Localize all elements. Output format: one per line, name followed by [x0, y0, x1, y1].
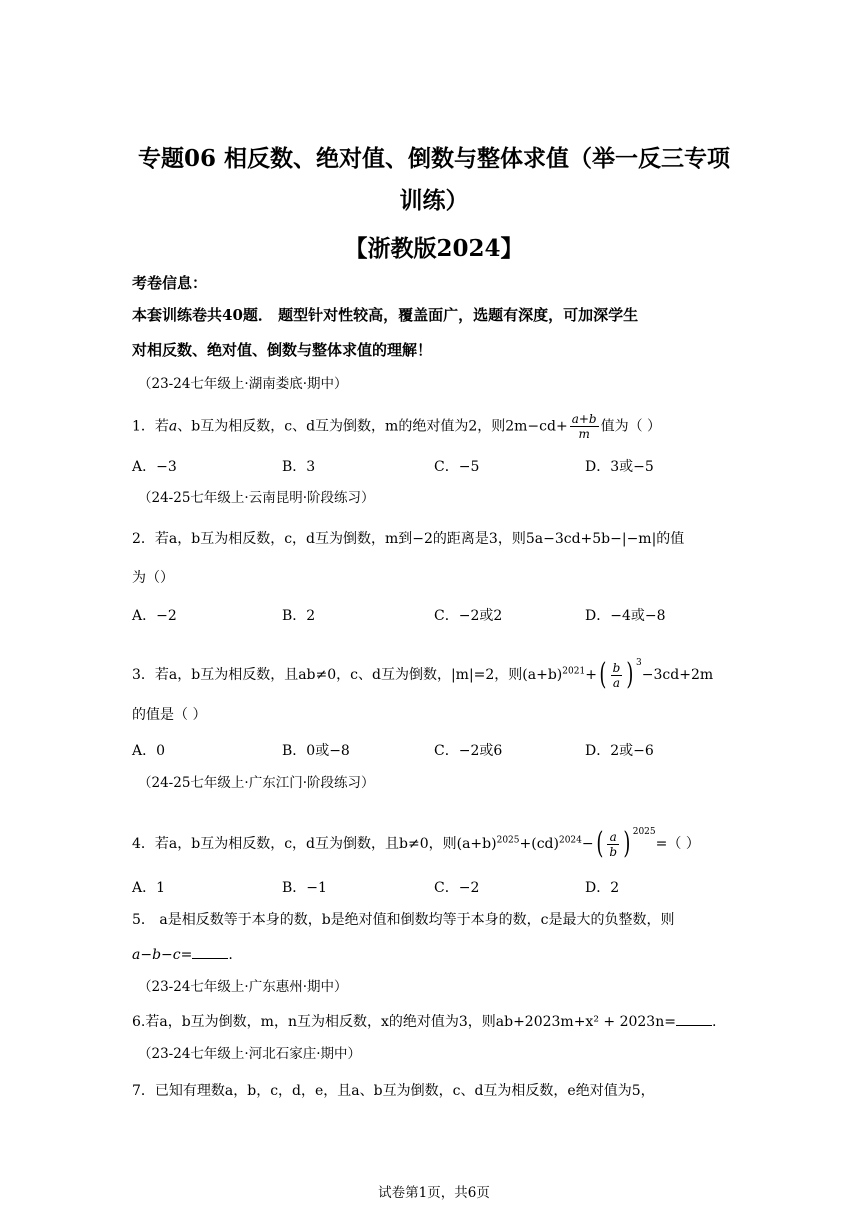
q4-option-b: B．−1: [282, 880, 327, 896]
q4-fraction: $\frac{a}{b}$: [609, 829, 618, 859]
q3-option-c: C．−2或6: [434, 743, 503, 759]
info-desc-line1: 本套训练卷共40题． 题型针对性较高，覆盖面广，选题有深度，可加深学生: [132, 306, 639, 324]
page-title-line2: 训练）: [399, 187, 469, 214]
info-label: 考卷信息：: [132, 274, 208, 292]
q6-stem: 6.若a，b互为倒数，m，n互为相反数，x的绝对值为3，则ab+2023m+x² + 2023n= .: [132, 1014, 717, 1030]
q3-option-d: D．2或−6: [585, 743, 654, 759]
q4-stem: 4．若a，b互为相反数，c，d互为倒数，且b≠0，则$(a+b)^{2025}+(cd)^{2024}-$( $\frac{a}{b}$ ) $^{2025}$=（ ）: [132, 826, 700, 861]
q5-stem-line2: a−b−c= .: [132, 947, 233, 963]
edition-title: 【浙教版2024】: [344, 235, 524, 262]
q2-option-a: A．−2: [132, 608, 177, 624]
q4-source: （24-25七年级上·广东江门·阶段练习）: [138, 775, 375, 791]
q3-fraction: $\frac{b}{a}$: [612, 660, 621, 690]
q2-option-c: C．−2或2: [434, 608, 503, 624]
q2-option-b: B．2: [282, 608, 316, 624]
q1-source: （23-24七年级上·湖南娄底·期中）: [138, 376, 348, 392]
q2-stem-line2: 为（）: [132, 570, 174, 586]
q3-option-b: B．0或−8: [282, 743, 350, 759]
q3-stem: 3．若a，b互为相反数，且ab≠0，c、d互为倒数，|m|=2，则$(a+b)^{2021}+$( $\frac{b}{a}$ ) $^3$−3cd+2m: [132, 657, 714, 692]
page-title-line1: 专题06 相反数、绝对值、倒数与整体求值（举一反三专项: [137, 145, 730, 172]
answer-blank[interactable]: [192, 946, 228, 959]
q2-stem-line1: 2．若a，b互为相反数，c，d互为倒数，m到−2的距离是3，则5a−3cd+5b−|−m|的值: [132, 531, 685, 547]
q3-option-a: A．0: [132, 743, 166, 759]
answer-blank[interactable]: [676, 1013, 712, 1026]
q1-option-a: A．−3: [132, 459, 177, 475]
q1-option-c: C．−5: [434, 459, 480, 475]
q2-option-d: D．−4或−8: [585, 608, 666, 624]
info-desc-line2: 对相反数、绝对值、倒数与整体求值的理解！: [132, 341, 433, 359]
q6-source: （23-24七年级上·广东惠州·期中）: [138, 979, 348, 995]
q4-option-c: C．−2: [434, 880, 480, 896]
q1-option-d: D．3或−5: [585, 459, 654, 475]
q5-stem-line1: 5． a是相反数等于本身的数，b是绝对值和倒数均等于本身的数，c是最大的负整数，则: [132, 912, 675, 928]
q4-option-a: A．1: [132, 880, 166, 896]
q1-option-b: B．3: [282, 459, 316, 475]
q1-fraction: $\frac{a+b}{m}$: [571, 412, 597, 441]
page-footer: 试卷第1页，共6页: [378, 1185, 490, 1201]
q2-source: （24-25七年级上·云南昆明·阶段练习）: [138, 490, 375, 506]
q4-option-d: D．2: [585, 880, 620, 896]
q7-source: （23-24七年级上·河北石家庄·期中）: [138, 1046, 362, 1062]
q7-stem: 7．已知有理数a，b，c，d，e，且a、b互为倒数，c、d互为相反数，e绝对值为5，: [132, 1083, 655, 1099]
q1-stem: 1．若a、b互为相反数，c、d互为倒数，m的绝对值为2，则2m−cd+ $\frac{a+b}{m}$ 值为（ ）: [132, 412, 662, 441]
q3-stem-line2: 的值是（ ）: [132, 707, 207, 723]
